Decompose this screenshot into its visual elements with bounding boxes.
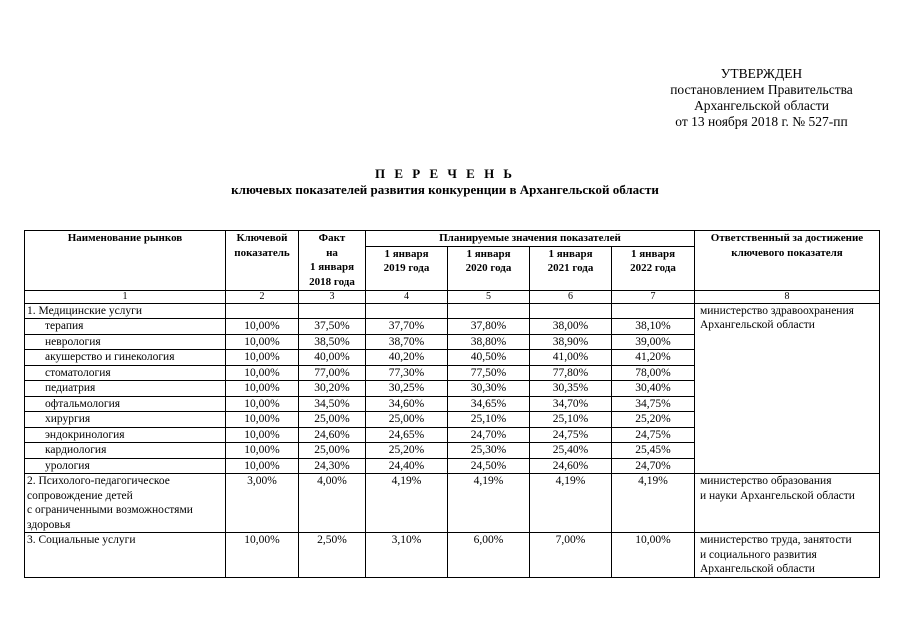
value-cell: 10,00% <box>226 350 299 366</box>
value-cell: 37,80% <box>448 319 530 335</box>
column-number: 7 <box>612 290 695 303</box>
value-cell: 24,65% <box>366 427 448 443</box>
value-cell: 34,75% <box>612 396 695 412</box>
column-number: 3 <box>299 290 366 303</box>
value-cell: 37,70% <box>366 319 448 335</box>
header-2019: 1 января 2019 года <box>366 246 448 290</box>
value-cell: 10,00% <box>226 319 299 335</box>
header-responsible: Ответственный за достижение ключевого показателя <box>695 231 880 291</box>
document-title: П Е Р Е Ч Е Н Ь <box>374 166 516 181</box>
column-number: 1 <box>25 290 226 303</box>
value-cell: 41,00% <box>530 350 612 366</box>
value-cell: 25,00% <box>366 412 448 428</box>
value-cell: 10,00% <box>226 412 299 428</box>
value-cell: 25,00% <box>299 443 366 459</box>
value-cell: 25,10% <box>448 412 530 428</box>
header-fact-line: на <box>326 246 338 259</box>
value-cell: 4,00% <box>299 474 366 533</box>
column-number: 6 <box>530 290 612 303</box>
value-cell: 24,40% <box>366 458 448 474</box>
value-cell: 24,50% <box>448 458 530 474</box>
value-cell: 30,40% <box>612 381 695 397</box>
section-social-row <box>25 533 880 578</box>
value-cell: 24,60% <box>299 427 366 443</box>
market-name: акушерство и гинекология <box>25 350 226 366</box>
approval-line-2: постановлением Правительства <box>670 82 853 97</box>
value-cell: 25,10% <box>530 412 612 428</box>
approval-line-1: УТВЕРЖДЕН <box>720 66 803 81</box>
header-fact-line: 1 января <box>309 261 355 273</box>
value-cell: 3,00% <box>226 474 299 533</box>
header-planned: Планируемые значения показателей <box>366 231 695 247</box>
header-fact-line: Факт <box>318 232 346 244</box>
section-medical-row <box>25 303 880 319</box>
value-cell: 34,70% <box>530 396 612 412</box>
value-cell: 30,30% <box>448 381 530 397</box>
header-row-1 <box>25 231 880 247</box>
value-cell: 24,60% <box>530 458 612 474</box>
value-cell: 24,70% <box>612 458 695 474</box>
value-cell: 4,19% <box>366 474 448 533</box>
value-cell: 10,00% <box>612 533 695 578</box>
header-2021: 1 января 2021 года <box>530 246 612 290</box>
market-name: терапия <box>25 319 226 335</box>
section-title: 3. Социальные услуги <box>25 533 226 578</box>
column-number: 2 <box>226 290 299 303</box>
value-cell: 25,00% <box>299 412 366 428</box>
value-cell: 34,65% <box>448 396 530 412</box>
value-cell: 25,45% <box>612 443 695 459</box>
header-2022: 1 января 2022 года <box>612 246 695 290</box>
value-cell: 10,00% <box>226 334 299 350</box>
value-cell: 10,00% <box>226 381 299 397</box>
section-title: 1. Медицинские услуги <box>25 303 226 319</box>
column-numbers-row <box>25 290 880 303</box>
value-cell: 40,50% <box>448 350 530 366</box>
value-cell: 77,50% <box>448 365 530 381</box>
value-cell: 3,10% <box>366 533 448 578</box>
value-cell: 34,60% <box>366 396 448 412</box>
column-number: 8 <box>695 290 880 303</box>
header-key: Ключевой показатель <box>226 231 299 291</box>
value-cell: 77,30% <box>366 365 448 381</box>
header-fact-line: 2018 года <box>309 275 355 288</box>
value-cell: 77,80% <box>530 365 612 381</box>
value-cell: 30,35% <box>530 381 612 397</box>
market-name: педиатрия <box>25 381 226 397</box>
value-cell: 39,00% <box>612 334 695 350</box>
value-cell: 38,00% <box>530 319 612 335</box>
market-name: урология <box>25 458 226 474</box>
value-cell: 10,00% <box>226 533 299 578</box>
value-cell: 4,19% <box>530 474 612 533</box>
value-cell: 40,00% <box>299 350 366 366</box>
value-cell: 4,19% <box>612 474 695 533</box>
value-cell: 38,80% <box>448 334 530 350</box>
value-cell: 38,50% <box>299 334 366 350</box>
section-psych-row <box>25 474 880 533</box>
value-cell: 25,20% <box>366 443 448 459</box>
responsible-social: министерство труда, занятости и социального развития Архангельской области <box>695 533 880 578</box>
market-name: кардиология <box>25 443 226 459</box>
value-cell: 10,00% <box>226 458 299 474</box>
market-name: неврология <box>25 334 226 350</box>
approval-line-4: от 13 ноября 2018 г. № 527-пп <box>675 114 848 129</box>
value-cell: 78,00% <box>612 365 695 381</box>
section-title: 2. Психолого-педагогическое сопровождение детей с ограниченными возможностями здоровья <box>25 474 226 533</box>
value-cell: 30,20% <box>299 381 366 397</box>
market-name: офтальмология <box>25 396 226 412</box>
value-cell: 38,10% <box>612 319 695 335</box>
market-name: эндокринология <box>25 427 226 443</box>
column-number: 4 <box>366 290 448 303</box>
value-cell: 25,30% <box>448 443 530 459</box>
value-cell: 25,40% <box>530 443 612 459</box>
value-cell: 38,90% <box>530 334 612 350</box>
value-cell: 25,20% <box>612 412 695 428</box>
value-cell: 24,75% <box>612 427 695 443</box>
value-cell: 10,00% <box>226 427 299 443</box>
responsible-psych: министерство образования и науки Архангельской области <box>695 474 880 533</box>
value-cell: 41,20% <box>612 350 695 366</box>
header-2020: 1 января 2020 года <box>448 246 530 290</box>
header-fact <box>299 231 366 291</box>
value-cell: 4,19% <box>448 474 530 533</box>
value-cell: 7,00% <box>530 533 612 578</box>
value-cell: 77,00% <box>299 365 366 381</box>
column-number: 5 <box>448 290 530 303</box>
value-cell: 30,25% <box>366 381 448 397</box>
approval-stamp <box>654 66 869 130</box>
value-cell: 2,50% <box>299 533 366 578</box>
value-cell: 10,00% <box>226 396 299 412</box>
indicators-table <box>24 230 880 578</box>
approval-line-3: Архангельской области <box>694 98 829 113</box>
value-cell: 37,50% <box>299 319 366 335</box>
value-cell: 40,20% <box>366 350 448 366</box>
value-cell: 10,00% <box>226 365 299 381</box>
value-cell: 34,50% <box>299 396 366 412</box>
header-name: Наименование рынков <box>25 231 226 291</box>
value-cell: 10,00% <box>226 443 299 459</box>
value-cell: 6,00% <box>448 533 530 578</box>
value-cell: 38,70% <box>366 334 448 350</box>
market-name: хирургия <box>25 412 226 428</box>
value-cell: 24,70% <box>448 427 530 443</box>
value-cell: 24,75% <box>530 427 612 443</box>
document-subtitle: ключевых показателей развития конкуренции в Архангельской области <box>231 182 659 197</box>
responsible-medical: министерство здравоохранения Архангельской области <box>695 303 880 474</box>
value-cell: 24,30% <box>299 458 366 474</box>
market-name: стоматология <box>25 365 226 381</box>
